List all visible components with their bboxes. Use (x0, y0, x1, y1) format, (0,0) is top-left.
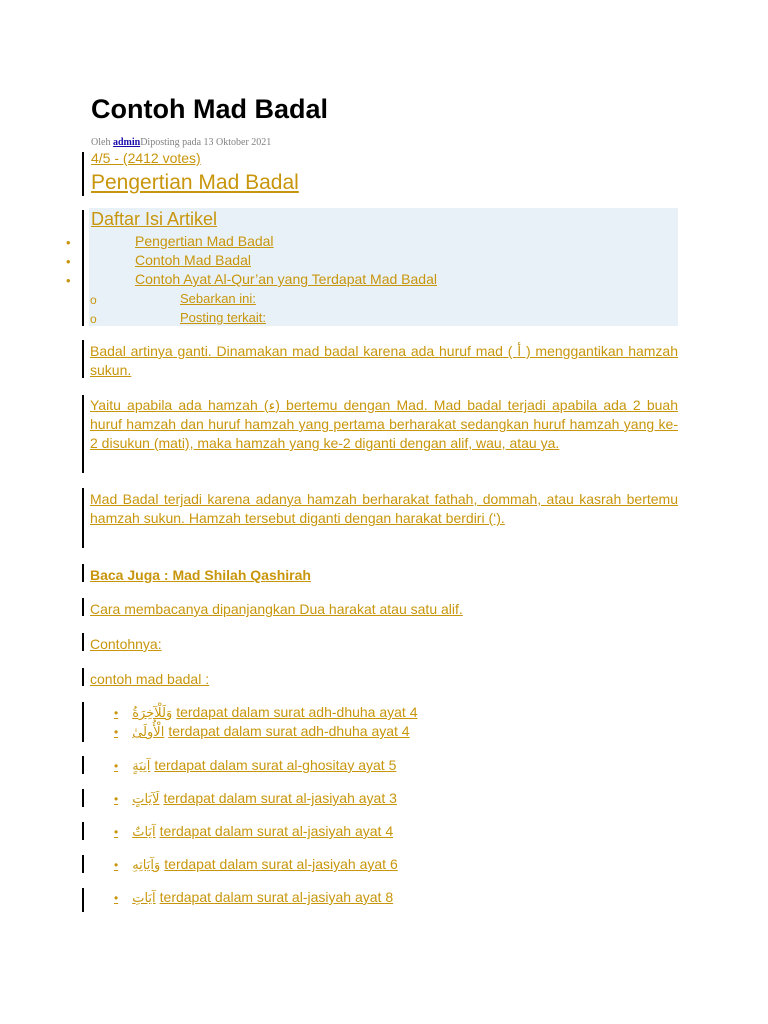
list-item[interactable] (114, 856, 398, 873)
list-rule (82, 789, 84, 807)
list-item[interactable] (114, 790, 397, 807)
page-title: Contoh Mad Badal (91, 94, 328, 124)
list-item[interactable] (114, 823, 393, 840)
arabic-word: الْأُولَىٰ (132, 725, 165, 740)
bullet-icon: • (114, 706, 119, 720)
para-rule (82, 488, 84, 548)
reading-rule[interactable]: Cara membacanya dipanjangkan Dua harakat atau satu alif. (90, 601, 463, 617)
bullet-icon: • (66, 254, 71, 269)
paragraph-explanation[interactable]: Yaitu apabila ada hamzah (ء) bertemu dengan Mad. Mad badal terjadi apabila ada 2 buah huruf hamzah dan huruf hamzah yang pertama berharakat sedangkan huruf hamzah yang ke-2 disukun (mati), maka hamzah yang ke-2 diganti dengan alif, wau, atau ya. (90, 397, 678, 451)
arabic-word: آنِيَةٍ (132, 759, 151, 774)
contoh-label[interactable]: contoh mad badal : (90, 671, 210, 687)
example-text: terdapat dalam surat al-jasiyah ayat 6 (164, 856, 398, 872)
bullet-icon: • (114, 759, 119, 773)
toc-item-contoh[interactable]: Contoh Mad Badal (135, 252, 251, 268)
toc-subitem-sebarkan[interactable]: Sebarkan ini: (180, 291, 256, 306)
rating-link[interactable]: 4/5 - (2412 votes) (91, 150, 201, 166)
arabic-word: وَآيَاتِهِ (132, 858, 161, 873)
paragraph-definition[interactable]: Badal artinya ganti. Dinamakan mad badal karena ada huruf mad ( أ ) menggantikan hamzah sukun. (90, 343, 679, 378)
bullet-icon: • (114, 825, 119, 839)
bullet-icon: • (114, 792, 119, 806)
left-rule (82, 152, 84, 196)
arabic-word: آيَاتِ (132, 891, 156, 906)
para-rule (82, 633, 84, 651)
baca-juga-link[interactable]: Baca Juga : Mad Shilah Qashirah (90, 567, 311, 583)
para-rule (82, 340, 84, 378)
circle-bullet-icon: o (90, 293, 97, 307)
meta-prefix: Oleh (91, 137, 113, 148)
toc-subitem-posting[interactable]: Posting terkait: (180, 310, 266, 325)
contohnya-label[interactable]: Contohnya: (90, 636, 162, 652)
list-rule (82, 888, 84, 912)
arabic-word: لَآيَاتٍ (132, 792, 160, 807)
para-rule (82, 395, 84, 473)
list-item[interactable] (114, 723, 410, 740)
toc-rule (82, 210, 84, 326)
bullet-icon: • (114, 858, 119, 872)
author-link[interactable]: admin (112, 137, 141, 148)
para-rule (82, 564, 84, 582)
circle-bullet-icon: o (90, 312, 97, 326)
arabic-word: آيَاتٌ (132, 825, 156, 840)
list-rule (82, 702, 84, 742)
bullet-icon: • (114, 725, 119, 739)
toc-item-contoh-ayat[interactable]: Contoh Ayat Al-Qur’an yang Terdapat Mad Badal (135, 271, 437, 287)
bullet-icon: • (66, 235, 71, 250)
example-text: terdapat dalam surat al-jasiyah ayat 4 (159, 823, 394, 839)
list-item[interactable] (114, 757, 396, 774)
list-item[interactable] (114, 889, 393, 906)
bullet-icon: • (114, 891, 119, 905)
list-item[interactable] (114, 704, 418, 721)
toc-title[interactable]: Daftar Isi Artikel (91, 209, 218, 229)
post-meta (91, 137, 271, 148)
example-text: terdapat dalam surat adh-dhuha ayat 4 (168, 723, 410, 739)
post-date: Diposting pada 13 Oktober 2021 (140, 137, 272, 148)
para-rule (82, 668, 84, 686)
example-text: terdapat dalam surat adh-dhuha ayat 4 (176, 704, 418, 720)
para-rule (82, 598, 84, 616)
list-rule (82, 756, 84, 774)
list-rule (82, 855, 84, 873)
section-heading[interactable]: Pengertian Mad Badal (91, 171, 299, 194)
bullet-icon: • (66, 273, 71, 288)
example-text: terdapat dalam surat al-ghositay ayat 5 (154, 757, 397, 773)
example-text: terdapat dalam surat al-jasiyah ayat 3 (163, 790, 397, 806)
example-text: terdapat dalam surat al-jasiyah ayat 8 (159, 889, 394, 905)
list-rule (82, 822, 84, 840)
paragraph-cause[interactable]: Mad Badal terjadi karena adanya hamzah berharakat fathah, dommah, atau kasrah bertemu hamzah sukun. Hamzah tersebut diganti dengan harakat berdiri (‘). (90, 491, 678, 526)
arabic-word: وَلَلْآخِرَةُ (132, 706, 173, 721)
toc-item-pengertian[interactable]: Pengertian Mad Badal (135, 233, 274, 249)
